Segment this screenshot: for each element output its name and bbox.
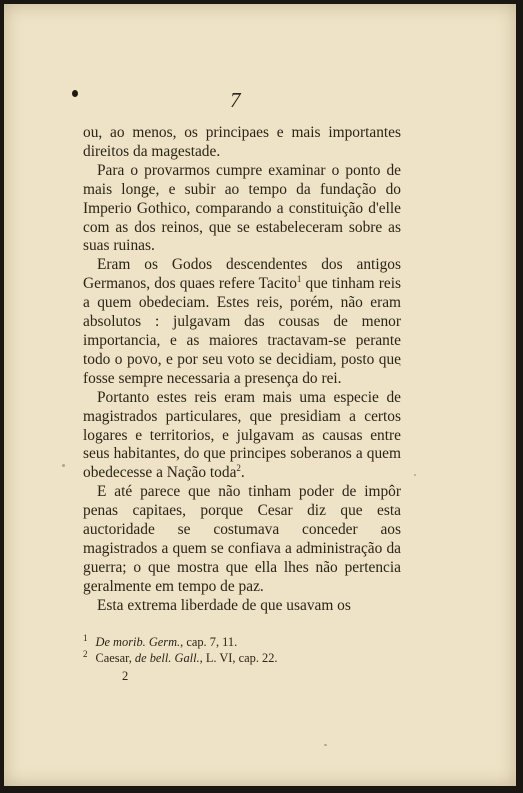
- paragraph-text: ou, ao menos, os principaes e mais importantes direitos da magestade.: [83, 124, 401, 160]
- paper-speck: [62, 464, 65, 467]
- paragraph-text: Portanto estes reis eram mais uma especie de magistrados particulares, que presidiam a certos logares e territorios, e julgavam as causas entre seus habitantes, do que principes soberanos a quem obedecesse a Nação toda: [83, 388, 401, 482]
- footnote-source: de bell. Gall.: [134, 651, 200, 665]
- footnote: [83, 634, 401, 650]
- footnote-text: , L. VI, cap. 22.: [199, 651, 278, 665]
- footnote-reference: 2: [236, 463, 241, 474]
- paragraph-text: Esta extrema liberdade de que usavam os: [97, 596, 351, 614]
- paper-speck: [324, 744, 327, 746]
- footnote: [83, 650, 401, 666]
- footnote-reference: 1: [296, 274, 302, 285]
- footnote-mark: 1: [83, 632, 88, 643]
- paragraph-text: Eram os Godos descendentes dos antigos Germanos, dos quaes refere Tacito: [83, 256, 401, 293]
- paragraph: [83, 256, 401, 388]
- footnotes: [83, 634, 401, 666]
- paragraph: [83, 124, 401, 162]
- signature-mark: 2: [122, 669, 129, 683]
- footnote-mark: 2: [83, 648, 88, 659]
- footnote-text: Caesar,: [95, 651, 135, 665]
- paragraph-text: .: [240, 464, 245, 482]
- body-text: [83, 124, 401, 616]
- paragraph-text: E até parece que não tinham poder de impôr penas capitaes, porque Cesar diz que esta auctoridade se costumava conceder aos magistrados a quem se confiava a administração da guerra; o que mostra que ella lhes não pertencia geralmente em tempo de paz.: [83, 483, 401, 595]
- book-page: [4, 4, 516, 786]
- paragraph-text: Para o provarmos cumpre examinar o ponto de mais longe, e subir ao tempo da fundação do Imperio Gothico, comparando a constituição d'elle com as dos reinos, que se estabeleceram sobre as suas ruinas.: [83, 161, 401, 255]
- page-number: 7: [230, 88, 241, 112]
- paragraph: [83, 483, 401, 596]
- paragraph: [83, 162, 401, 257]
- paper-speck: [414, 474, 416, 476]
- footnote-source: De morib. Germ.: [95, 635, 181, 649]
- paragraph: [83, 389, 401, 484]
- footnote-text: , cap. 7, 11.: [180, 635, 238, 649]
- paragraph-text: que tinham reis a quem obedeciam. Estes reis, porém, não eram absolutos : julgavam das cousas de menor importancia, e as maiores tractavam-se perante todo o povo, e por seu voto se decidiam, posto que fosse sempre necessaria a presença do rei.: [83, 275, 402, 387]
- ink-dot: [72, 90, 78, 97]
- paragraph: [83, 597, 401, 616]
